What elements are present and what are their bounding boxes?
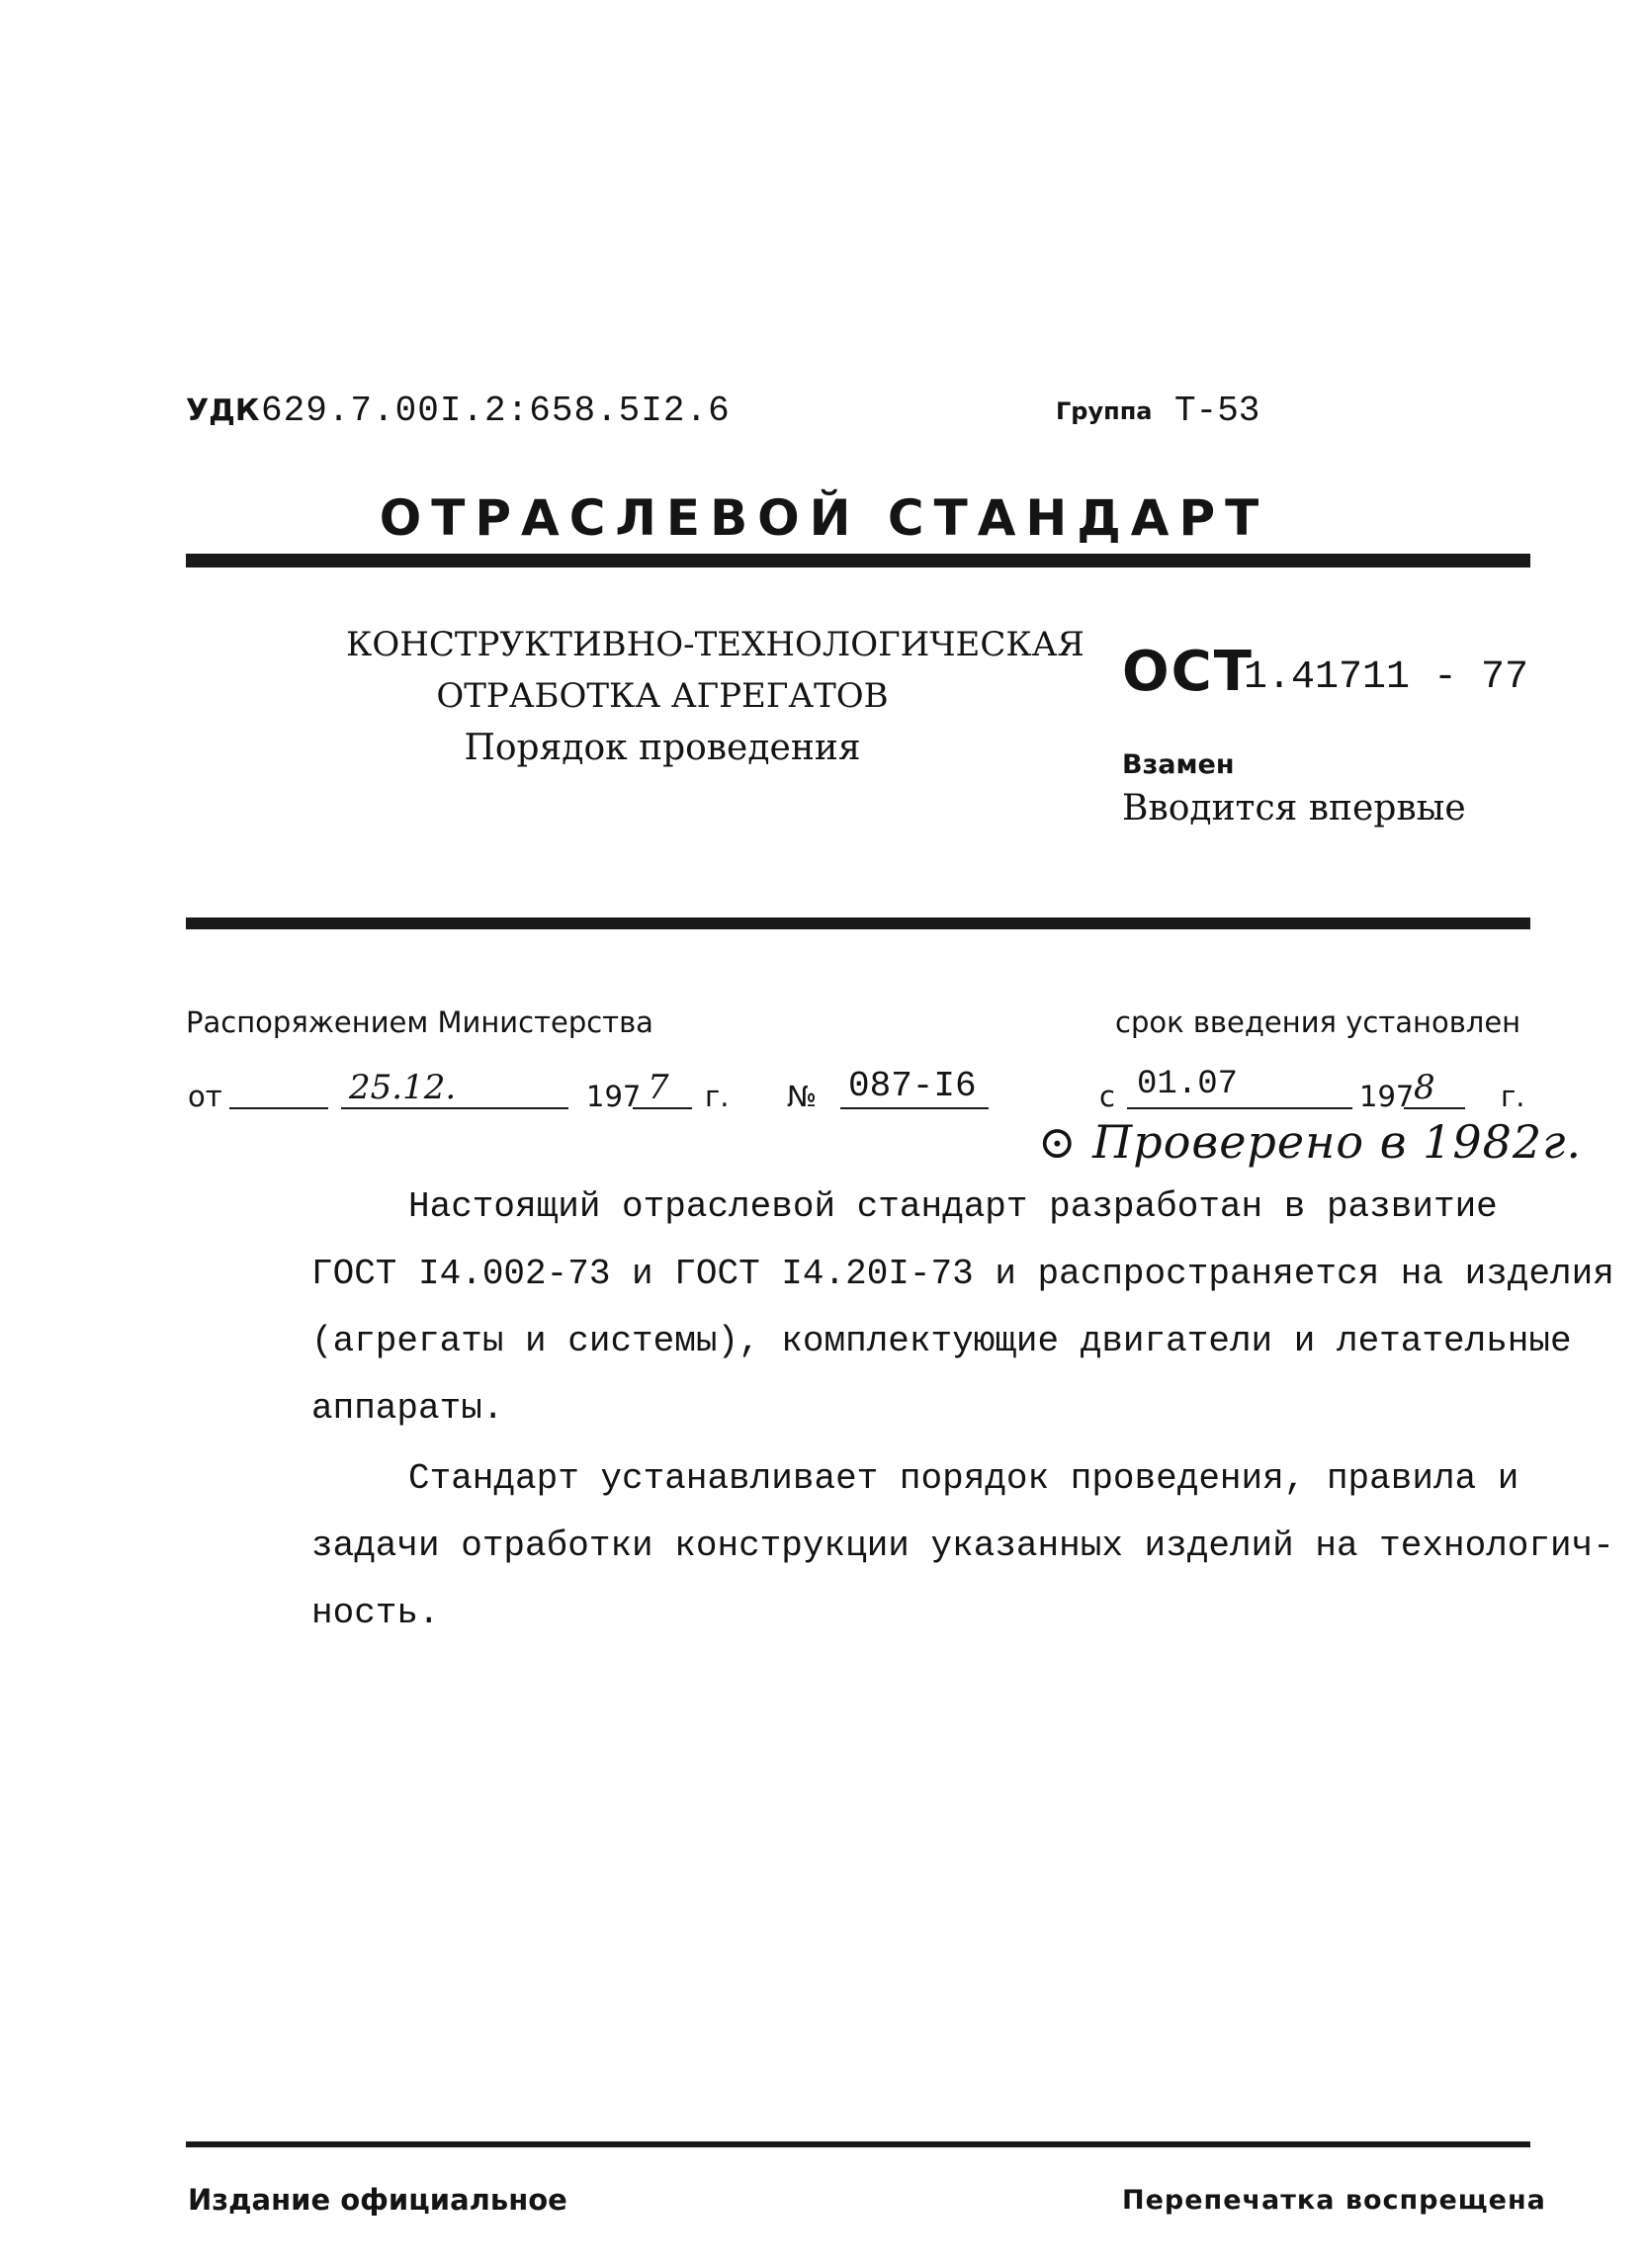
udk-value: 629.7.00I.2:658.5I2.6 <box>261 391 731 431</box>
order-year-suffix: г. <box>705 1080 730 1113</box>
effective-year-digit: 8 <box>1414 1068 1435 1107</box>
body-line-1: Настоящий отраслевой стандарт разработан в развитие <box>408 1186 1498 1227</box>
ost-label: ОСТ <box>1122 640 1254 704</box>
body-line-2: ГОСТ I4.002-73 и ГОСТ I4.20I-73 и распространяется на изделия <box>311 1254 1614 1294</box>
order-year-digit: 7 <box>648 1068 669 1107</box>
handwritten-note: ⊙ Проверено в 1982г. <box>1038 1115 1583 1169</box>
body-line-5: Стандарт устанавливает порядок проведения, правила и <box>408 1458 1519 1499</box>
effective-year-suffix: г. <box>1501 1080 1525 1113</box>
order-date-blank-left <box>229 1107 328 1109</box>
udk-label: УДК <box>186 393 260 428</box>
order-date-blank <box>341 1107 568 1109</box>
middle-divider <box>186 917 1530 929</box>
group-label: Группа <box>1056 397 1153 425</box>
body-line-3: (агрегаты и системы), комплектующие двигатели и летательные <box>311 1321 1572 1361</box>
body-line-6: задачи отработки конструкции указанных изделий на технологич- <box>311 1526 1614 1566</box>
effective-term-label: срок введения установлен <box>1115 1005 1521 1039</box>
effective-year-prefix: 197 <box>1359 1080 1415 1113</box>
document-title: ОТРАСЛЕВОЙ СТАНДАРТ <box>379 489 1269 547</box>
order-year-blank <box>633 1107 692 1109</box>
order-number-label: № <box>787 1080 818 1113</box>
standard-name-line-1: КОНСТРУКТИВНО-ТЕХНОЛОГИЧЕСКАЯ <box>346 625 1084 664</box>
effective-year-blank <box>1404 1107 1465 1109</box>
standard-name-line-2: ОТРАБОТКА АГРЕГАТОВ <box>436 676 889 716</box>
top-divider <box>186 554 1530 567</box>
order-number: 087-I6 <box>848 1066 977 1106</box>
body-line-4: аппараты. <box>311 1388 504 1429</box>
order-label: Распоряжением Министерства <box>186 1005 653 1039</box>
order-from-label: от <box>188 1080 222 1113</box>
replaces-value: Вводится впервые <box>1122 788 1466 829</box>
body-line-7: ность. <box>311 1593 440 1633</box>
bottom-divider <box>186 2141 1530 2147</box>
effective-from-label: с <box>1099 1080 1115 1113</box>
order-date: 25.12. <box>349 1068 457 1107</box>
effective-date-blank <box>1127 1107 1352 1109</box>
order-number-blank <box>840 1107 989 1109</box>
order-year-prefix: 197 <box>586 1080 642 1113</box>
replaces-label: Взамен <box>1122 749 1235 780</box>
effective-date: 01.07 <box>1137 1066 1239 1103</box>
group-value: Т-53 <box>1174 391 1260 431</box>
footer-reprint-prohibited: Перепечатка воспрещена <box>1122 2185 1546 2216</box>
standard-name-line-3: Порядок проведения <box>464 728 861 768</box>
footer-official-edition: Издание официальное <box>188 2183 567 2217</box>
ost-number: 1.41711 - 77 <box>1244 655 1529 700</box>
